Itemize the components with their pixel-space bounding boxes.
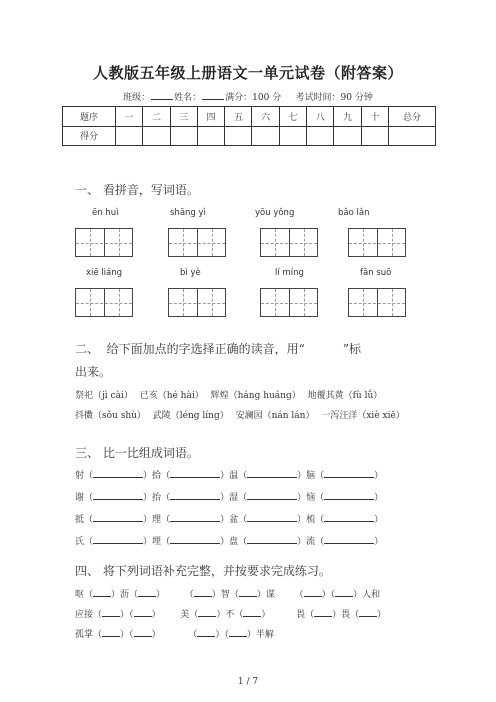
answer-blank[interactable] [324,490,374,500]
idiom-blank[interactable] [198,607,216,617]
answer-blank[interactable] [247,468,297,478]
idiom-blank[interactable] [197,627,215,637]
idiom-blank[interactable] [335,587,353,597]
answer-blank[interactable] [324,512,374,522]
char: 梳 [306,515,316,525]
char: 恼 [306,493,316,503]
exam-info [0,90,496,103]
score-cell[interactable] [279,126,306,146]
idiom-text: ）谋 [256,590,275,600]
char: 流 [306,537,316,547]
score-cell[interactable] [361,126,388,146]
score-row [63,126,436,146]
reading-item[interactable]: 安澜园（nán lán） [235,411,315,421]
char: 理 [152,515,162,525]
char: 氏 [75,537,85,547]
idiom-blank[interactable] [229,627,247,637]
idiom-row [75,587,380,600]
idiom-blank[interactable] [102,627,120,637]
reading-item[interactable]: 地覆其黄（fù lǚ） [307,391,383,401]
idiom-text: ）（ [215,630,229,640]
pinyin-label: bǎo lǎn [338,208,370,218]
name-label: 姓名： [174,93,202,103]
idiom-text: 应接（ [75,610,103,620]
pinyin-label: yōu yǒng [255,208,295,218]
char: 埋 [152,537,162,547]
pinyin-label: bì yè [180,268,201,278]
writing-grid[interactable] [168,288,226,317]
answer-blank[interactable] [247,512,297,522]
answer-blank[interactable] [93,490,143,500]
idiom-text: ）人和 [353,590,381,600]
idiom-text: 孤掌（ [75,630,103,640]
header-cell: 一 [116,107,143,127]
char: 湿 [229,493,239,503]
pinyin-label: fān suō [360,268,392,278]
header-cell: 总分 [389,107,436,127]
header-cell: 三 [170,107,197,127]
writing-grid[interactable] [260,228,318,257]
score-cell[interactable] [334,126,361,146]
idiom-text: 美（ [180,610,199,620]
idiom-text: ） [156,590,166,600]
writing-grid[interactable] [348,228,406,257]
header-cell: 四 [197,107,224,127]
idiom-blank[interactable] [138,587,156,597]
header-cell: 八 [307,107,334,127]
reading-item[interactable]: 辉煌（háng huáng） [210,391,301,401]
section1-heading: 一、 看拼音，写词语。 [75,183,199,197]
idiom-text: ）（ [120,630,134,640]
page-title: 人教版五年级上册语文一单元试卷（附答案） [92,64,403,82]
answer-blank[interactable] [247,534,297,544]
char: 抵 [75,515,85,525]
answer-blank[interactable] [93,534,143,544]
answer-blank[interactable] [324,534,374,544]
answer-blank[interactable] [170,534,220,544]
idiom-text: （ [294,590,304,600]
score-cell[interactable] [197,126,224,146]
header-cell: 二 [143,107,170,127]
answer-blank[interactable] [247,490,297,500]
score-cell[interactable] [307,126,334,146]
score-cell[interactable] [252,126,279,146]
idiom-blank[interactable] [314,607,332,617]
answer-blank[interactable] [93,468,143,478]
idiom-blank[interactable] [93,587,111,597]
idiom-blank[interactable] [194,587,212,597]
header-cell: 七 [279,107,306,127]
header-cell: 题序 [63,107,116,127]
idiom-text: ）（ [120,610,134,620]
writing-grid[interactable] [75,288,133,317]
score-table [62,106,436,146]
writing-grid[interactable] [168,228,226,257]
page-number: 1 / 7 [237,677,259,687]
compare-row: 氏（ ）埋（ ）盘（ ）流（ ） [75,534,383,547]
header-cell: 十 [361,107,388,127]
reading-line-2 [75,408,405,421]
char: 射 [75,471,85,481]
writing-grid[interactable] [260,288,318,317]
section2-heading: 二、 给下面加点的字选择正确的读音，用“ ”标 [75,342,362,356]
answer-blank[interactable] [170,512,220,522]
idiom-blank[interactable] [134,607,152,617]
compare-row: 抵（ ）理（ ）盆（ ）梳（ ） [75,512,383,525]
score-header-row [63,107,436,127]
pinyin-label: shāng yì [170,208,206,218]
idiom-text: ） [151,630,161,640]
idiom-text: ）不（ [216,610,244,620]
answer-blank[interactable] [170,468,220,478]
header-cell: 九 [334,107,361,127]
compare-row: 谢（ ）抬（ ）湿（ ）恼（ ） [75,490,383,503]
idiom-text: ） [377,610,387,620]
reading-item[interactable]: 武陵（léng líng） [152,411,229,421]
answer-blank[interactable] [93,512,143,522]
header-cell: 六 [252,107,279,127]
idiom-row [75,607,386,620]
idiom-text: ） [151,610,161,620]
score-cell[interactable] [143,126,170,146]
idiom-blank[interactable] [134,627,152,637]
idiom-text: （ [184,590,194,600]
header-cell: 五 [225,107,252,127]
idiom-text: ）半解 [246,630,274,640]
name-blank[interactable] [202,91,224,100]
answer-blank[interactable] [170,490,220,500]
section3-heading: 三、 比一比组成词语。 [75,446,199,460]
idiom-text: ）畏（ [332,610,360,620]
char: 盘 [229,537,239,547]
idiom-blank[interactable] [304,587,322,597]
score-label: 满分：100 分 [225,93,282,103]
idiom-blank[interactable] [359,607,377,617]
reading-item[interactable]: 已亥（hé hài） [139,391,204,401]
class-blank[interactable] [151,91,173,100]
char: 脑 [306,471,316,481]
idiom-blank[interactable] [243,607,261,617]
idiom-text: （ [188,630,198,640]
reading-item[interactable]: 一泻汪洋（xiè xiē） [321,411,405,421]
idiom-text: ）（ [321,590,336,600]
char: 温 [229,471,239,481]
char: 拾 [152,471,162,481]
idiom-text: 呕（ [75,590,94,600]
section4-heading: 四、 将下列词语补充完整，并按要求完成练习。 [75,564,331,578]
char: 谢 [75,493,85,503]
score-cell[interactable] [225,126,252,146]
idiom-blank[interactable] [239,587,257,597]
score-cell[interactable] [116,126,143,146]
writing-grid[interactable] [348,288,406,317]
score-cell[interactable] [389,126,436,146]
section2-heading-cont: 出来。 [75,365,112,379]
answer-blank[interactable] [324,468,374,478]
reading-item[interactable]: 祭祀（jì cài） [75,391,133,401]
idiom-text: ） [261,610,271,620]
row-label: 得分 [63,126,116,146]
char: 抬 [152,493,162,503]
score-cell[interactable] [170,126,197,146]
reading-line-1 [75,388,382,401]
reading-item[interactable]: 抖擞（sǒu shù） [75,411,146,421]
pinyin-label: lí míng [275,268,304,278]
char: 盆 [229,515,239,525]
idiom-text: ）智（ [211,590,239,600]
idiom-row [75,627,274,640]
compare-row: 射（ ）拾（ ）温（ ）脑（ ） [75,468,383,481]
pinyin-label: ēn huì [92,208,119,218]
class-label: 班级： [123,93,151,103]
idiom-text: 畏（ [296,610,315,620]
time-label: 考试时间：90 分钟 [295,93,373,103]
pinyin-label: xiē liáng [86,268,123,278]
idiom-text: ）沥（ [111,590,139,600]
writing-grid[interactable] [75,228,133,257]
idiom-blank[interactable] [102,607,120,617]
